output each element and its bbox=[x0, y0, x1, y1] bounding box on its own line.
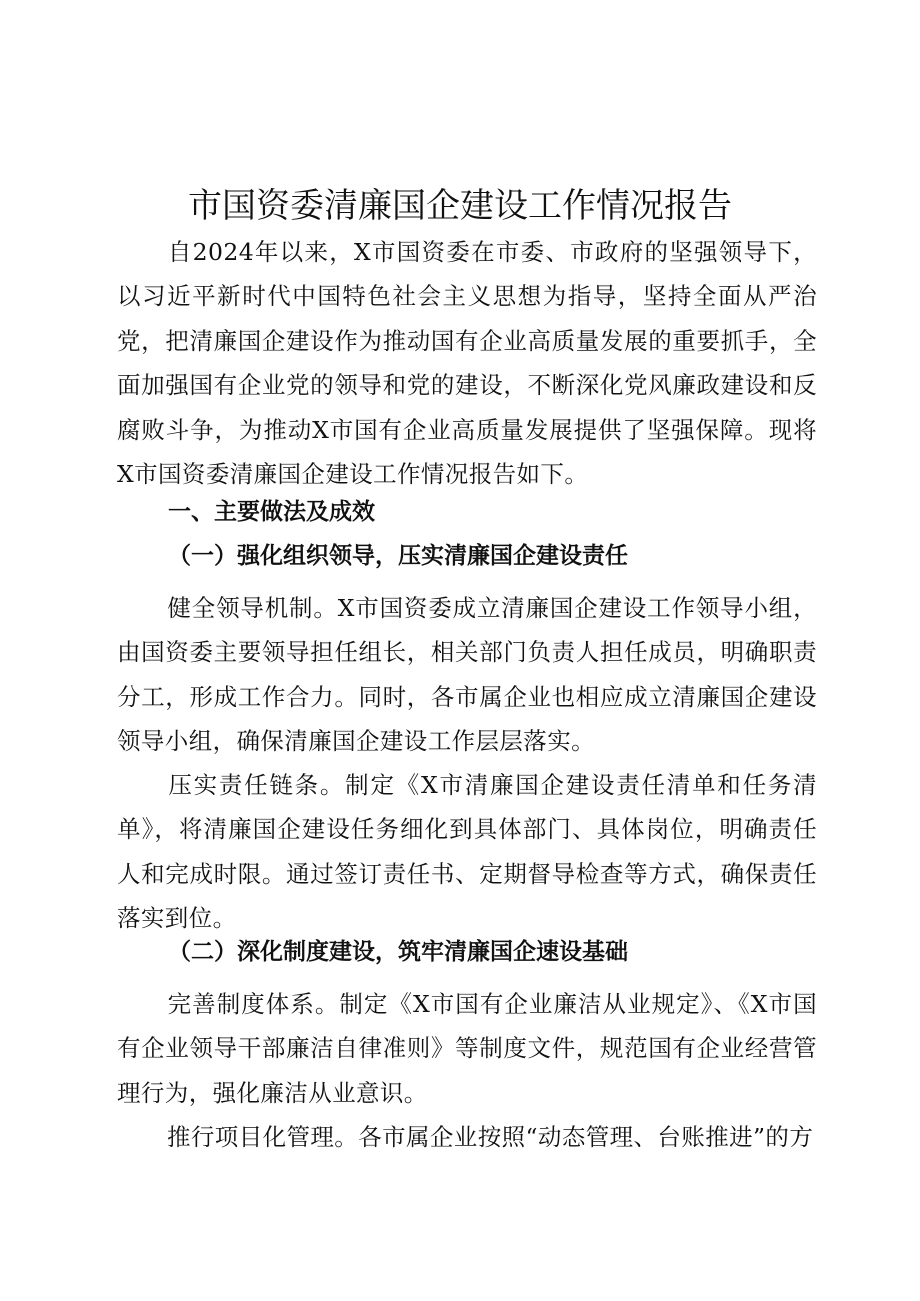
section-heading-main-practices: 一、主要做法及成效 bbox=[168, 499, 375, 525]
subsection-heading-organization: （一）强化组织领导，压实清廉国企建设责任 bbox=[168, 543, 628, 569]
paragraph-text: 健全领导机制。X市国资委成立清廉国企建设工作领导小组，由国资委主要领导担任组长，相关部门负责人担任成员，明确职责分工，形成工作合力。同时，各市属企业也相应成立清廉国企建设领导小组，确保清廉国企建设工作层层落实。 bbox=[117, 594, 817, 756]
paragraph-text: 完善制度体系。制定《X市国有企业廉洁从业规定》、《X市国有企业领导干部廉洁自律准则》等制度文件，规范国有企业经营管理行为，强化廉洁从业意识。 bbox=[117, 990, 817, 1107]
paragraph-text: 压实责任链条。制定《X市清廉国企建设责任清单和任务清单》，将清廉国企建设任务细化到具体部门、具体岗位，明确责任人和完成时限。通过签订责任书、定期督导检查等方式，确保责任落实到位。 bbox=[117, 771, 817, 933]
intro-text: 自2024年以来，X市国资委在市委、市政府的坚强领导下，以习近平新时代中国特色社会主义思想为指导，坚持全面从严治党，把清廉国企建设作为推动国有企业高质量发展的重要抓手，全面加强国有企业党的领导和党的建设，不断深化党风廉政建设和反腐败斗争，为推动X市国有企业高质量发展提供了坚强保障。现将X市国资委清廉国企建设工作情况报告如下。 bbox=[117, 238, 817, 489]
paragraph-responsibility-chain bbox=[117, 763, 817, 941]
subsection-heading-institution: （二）深化制度建设，筑牢清廉国企速设基础 bbox=[168, 939, 628, 965]
paragraph-leadership-mechanism bbox=[117, 586, 817, 764]
document-title: 市国资委清廉国企建设工作情况报告 bbox=[188, 186, 732, 226]
paragraph-institution-system bbox=[117, 982, 817, 1115]
intro-paragraph bbox=[117, 230, 817, 496]
paragraph-project-management bbox=[117, 1115, 817, 1159]
paragraph-text: 推行项目化管理。各市属企业按照“动态管理、台账推进”的方 bbox=[167, 1123, 814, 1151]
